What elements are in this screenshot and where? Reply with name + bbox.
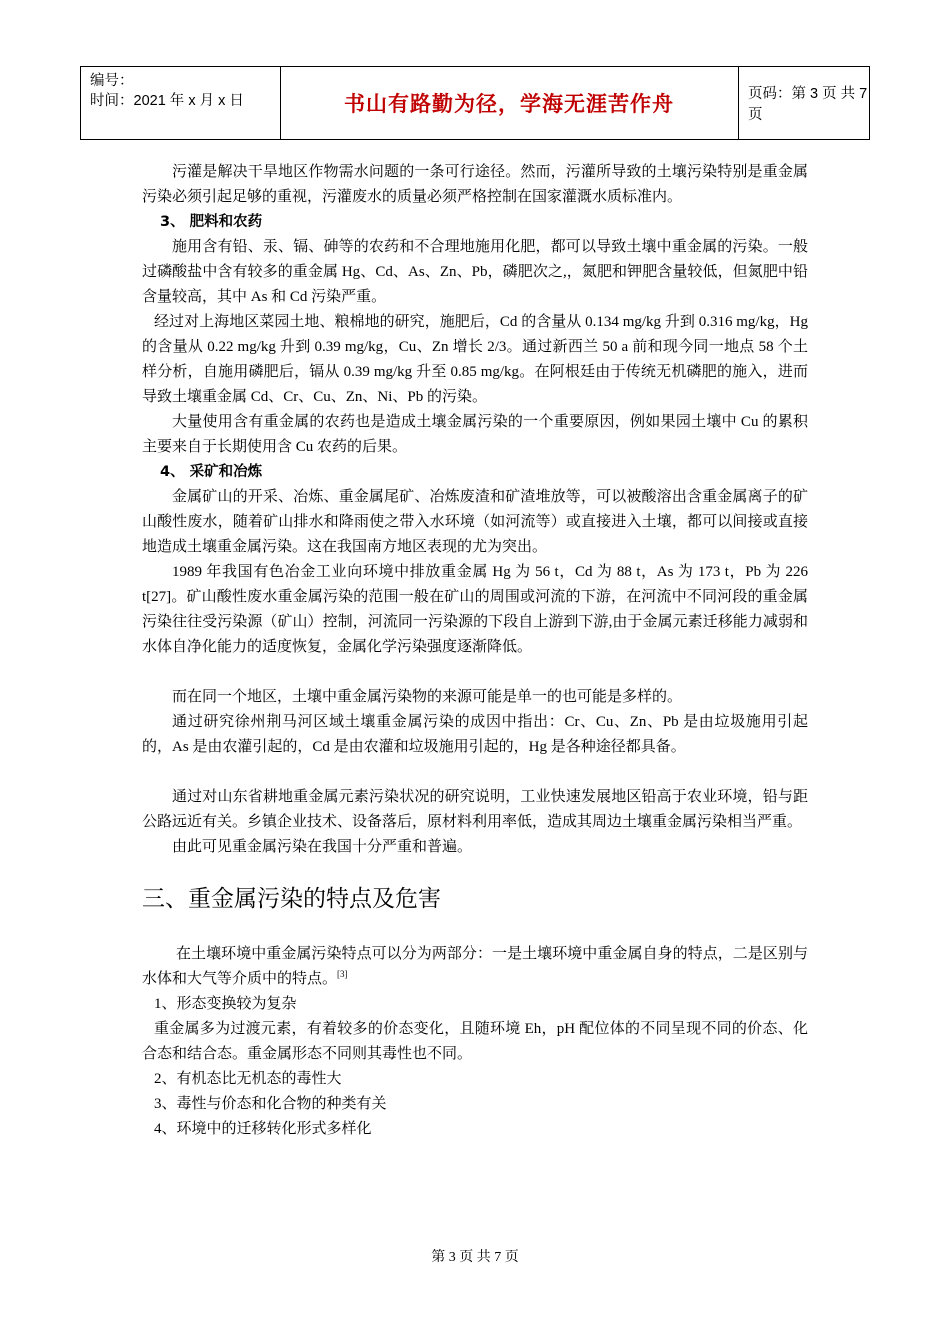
number-label: 编号：: [90, 73, 134, 89]
paragraph-text: 在土壤环境中重金属污染特点可以分为两部分：一是土壤环境中重金属自身的特点，二是区别与水体和大气等介质中的特点。: [142, 946, 808, 987]
chapter-heading: 三、重金属污染的特点及危害: [142, 886, 441, 912]
header-table: [80, 66, 870, 140]
paragraph: 金属矿山的开采、冶炼、重金属尾矿、冶炼废渣和矿渣堆放等，可以被酸溶出含重金属离子的矿山酸性废水，随着矿山排水和降雨使之带入水环境（如河流等）或直接进入土壤，都可以间接或直接地造成土壤重金属污染。这在我国南方地区表现的尤为突出。: [142, 489, 808, 555]
spacer: [142, 660, 808, 685]
list-item: 1、形态变换较为复杂: [154, 996, 297, 1012]
paragraph: 而在同一个地区，土壤中重金属污染物的来源可能是单一的也可能是多样的。: [172, 689, 683, 705]
paragraph: 污灌是解决干旱地区作物需水问题的一条可行途径。然而，污灌所导致的土壤污染特别是重金属污染必须引起足够的重视，污灌废水的质量必须严格控制在国家灌溉水质标准内。: [142, 164, 808, 205]
header-divider: [738, 67, 739, 139]
header-motto: 书山有路勤为径，学海无涯苦作舟: [344, 92, 674, 116]
header-page-code: 页码：第 3 页 共 7 页: [748, 86, 868, 123]
paragraph: 经过对上海地区菜园土地、粮棉地的研究，施肥后，Cd 的含量从 0.134 mg/kg 升到 0.316 mg/kg，Hg 的含量从 0.22 mg/kg 升到 0.39 mg/kg，Cu、Zn 增长 2/3。通过新西兰 50 a 前和现今同一地点 58 个土样分析，自施用磷肥后，镉从 0.39 mg/kg 升至 0.85 mg/kg。在阿根廷由于传统无机磷肥的施入，进而导致土壤重金属 Cd、Cr、Cu、Zn、Ni、Pb 的污染。: [142, 314, 808, 405]
document-body: [142, 160, 808, 1142]
list-item: 3、毒性与价态和化合物的种类有关: [154, 1096, 387, 1112]
citation: [3]: [337, 969, 348, 979]
paragraph: 重金属多为过渡元素，有着较多的价态变化，且随环境 Eh，pH 配位体的不同呈现不同的价态、化合态和结合态。重金属形态不同则其毒性也不同。: [142, 1021, 808, 1062]
date-label: 时间：2021 年 x 月 x 日: [90, 93, 244, 109]
paragraph: 施用含有铅、汞、镉、砷等的农药和不合理地施用化肥，都可以导致土壤中重金属的污染。一般过磷酸盐中含有较多的重金属 Hg、Cd、As、Zn、Pb，磷肥次之,，氮肥和钾肥含量较低，但氮肥中铅含量较高，其中 As 和 Cd 污染严重。: [142, 239, 808, 305]
paragraph: [142, 942, 808, 992]
paragraph: 由此可见重金属污染在我国十分严重和普遍。: [172, 839, 473, 855]
paragraph: 大量使用含有重金属的农药也是造成土壤金属污染的一个重要原因，例如果园土壤中 Cu 的累积主要来自于长期使用含 Cu 农药的后果。: [142, 414, 808, 455]
page-footer: 第 3 页 共 7 页: [431, 1250, 519, 1265]
spacer: [142, 760, 808, 785]
header-divider: [80, 67, 81, 139]
list-item: 2、有机态比无机态的毒性大: [154, 1071, 342, 1087]
section-heading: 3、 肥料和农药: [160, 214, 263, 230]
paragraph: 通过研究徐州荆马河区域土壤重金属污染的成因中指出：Cr、Cu、Zn、Pb 是由垃圾施用引起的，As 是由农灌引起的，Cd 是由农灌和垃圾施用引起的，Hg 是各种途径都具备。: [142, 714, 808, 755]
header-info: [90, 71, 280, 111]
list-item: 4、环境中的迁移转化形式多样化: [154, 1121, 372, 1137]
section-heading: 4、 采矿和冶炼: [160, 464, 263, 480]
paragraph: 通过对山东省耕地重金属元素污染状况的研究说明，工业快速发展地区铅高于农业环境，铅与距公路远近有关。乡镇企业技术、设备落后，原材料利用率低，造成其周边土壤重金属污染相当严重。: [142, 789, 808, 830]
paragraph: 1989 年我国有色冶金工业向环境中排放重金属 Hg 为 56 t，Cd 为 88 t，As 为 173 t，Pb 为 226 t[27]。矿山酸性废水重金属污染的范围一般在矿山的周围或河流的下游，在河流中不同河段的重金属污染往往受污染源（矿山）控制，河流同一污染源的下段自上游到下游,由于金属元素迁移能力减弱和水体自净化能力的适度恢复，金属化学污染强度逐渐降低。: [142, 564, 808, 655]
